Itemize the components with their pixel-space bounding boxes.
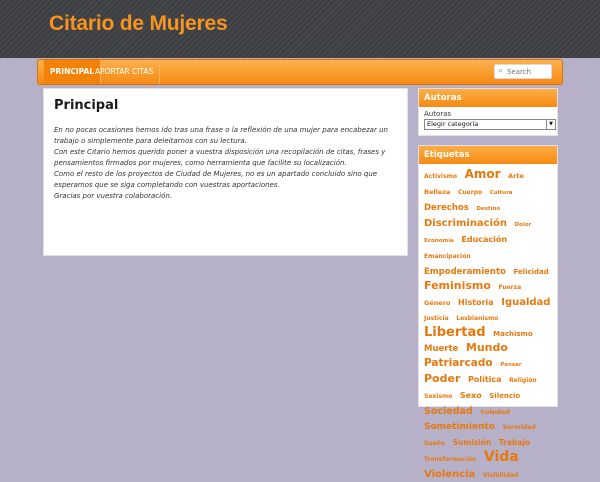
etiquetas-widget-title: Etiquetas xyxy=(419,146,557,164)
tag-link[interactable]: Sexo xyxy=(459,391,482,400)
tag-link[interactable]: Dolor xyxy=(514,222,532,228)
main-navigation xyxy=(37,59,563,85)
tag-link[interactable]: Muerte xyxy=(424,344,459,354)
tag-link[interactable]: Pensar xyxy=(500,362,522,368)
tag-link[interactable]: Activismo xyxy=(424,173,458,180)
tag-link[interactable]: Sociedad xyxy=(424,406,473,417)
tag-link[interactable]: Religión xyxy=(509,377,537,384)
tag-link[interactable]: Empoderamiento xyxy=(424,267,506,277)
search-input[interactable] xyxy=(507,66,549,77)
nav-item-aportar-citas[interactable]: APORTAR CITAS xyxy=(89,60,160,84)
autoras-select-value: Elegir categoría xyxy=(427,120,479,128)
tag-link[interactable]: Trabajo xyxy=(498,438,531,447)
tag-link[interactable]: Sumisión xyxy=(452,438,492,447)
chevron-down-icon[interactable]: ▼ xyxy=(546,120,555,129)
tag-link[interactable]: Cuerpo xyxy=(457,189,483,196)
etiquetas-widget xyxy=(418,145,558,480)
tag-link[interactable]: Lesbianismo xyxy=(456,315,499,322)
tag-link[interactable]: Patriarcado xyxy=(424,357,493,369)
tag-link[interactable]: Vida xyxy=(483,449,519,465)
tag-link[interactable]: Visibilidad xyxy=(482,472,519,479)
site-title[interactable]: Citario de Mujeres xyxy=(49,12,228,35)
tag-link[interactable]: Transformación xyxy=(424,456,477,463)
paragraph: Con este Citario hemos querido poner a vuestra disposición una recopilación de citas, frases y pensamientos firmados por mujeres, como herramienta que facilite su localización. xyxy=(54,148,386,167)
site-header xyxy=(0,0,600,58)
tag-link[interactable]: Sueño xyxy=(424,440,446,447)
tag-link[interactable]: Mundo xyxy=(465,341,508,354)
paragraph: En no pocas ocasiones hemos ido tras una frase o la reflexión de una mujer para encabezar un trabajo o simplemente para deleitarnos con su lectura. xyxy=(54,126,388,145)
tag-link[interactable]: Educación xyxy=(461,235,508,244)
tag-link[interactable]: Emancipación xyxy=(424,253,471,260)
tag-link[interactable]: Discriminación xyxy=(424,218,508,229)
tag-cloud xyxy=(419,164,557,482)
page-body xyxy=(54,125,402,202)
page-title: Principal xyxy=(54,98,119,113)
tag-link[interactable]: Derechos xyxy=(424,203,469,213)
autoras-select[interactable] xyxy=(424,119,556,130)
tag-link[interactable]: Feminismo xyxy=(424,279,491,292)
tag-link[interactable]: Felicidad xyxy=(513,268,549,276)
tag-link[interactable]: Política xyxy=(467,375,502,384)
search-box[interactable] xyxy=(494,64,552,79)
tag-link[interactable]: Historia xyxy=(458,298,494,307)
paragraph: Como el resto de los proyectos de Ciudad de Mujeres, no es un apartado concluido sino que esperamos que se siga completando con vuestras aportaciones. xyxy=(54,170,378,189)
tag-link[interactable]: Amor xyxy=(464,167,501,181)
tag-link[interactable]: Igualdad xyxy=(501,297,551,308)
tag-link[interactable]: Arte xyxy=(508,172,524,180)
autoras-widget xyxy=(418,88,558,136)
autoras-widget-title: Autoras xyxy=(419,89,557,107)
magnifier-icon: ⌕ xyxy=(498,66,504,76)
tag-link[interactable]: Machismo xyxy=(493,330,533,338)
tag-link[interactable]: Soledad xyxy=(480,408,510,416)
tag-link[interactable]: Cultura xyxy=(489,190,513,196)
tag-link[interactable]: Belleza xyxy=(424,188,451,196)
tag-link[interactable]: Justicia xyxy=(424,315,449,322)
tag-link[interactable]: Sometimiento xyxy=(424,422,495,432)
tag-link[interactable]: Destino xyxy=(476,206,501,212)
paragraph: Gracias por vuestra colaboración. xyxy=(54,192,173,200)
tag-link[interactable]: Sororidad xyxy=(502,424,536,431)
main-content xyxy=(43,88,408,256)
tag-link[interactable]: Libertad xyxy=(424,325,486,340)
tag-link[interactable]: Poder xyxy=(424,372,461,385)
tag-link[interactable]: Género xyxy=(424,299,451,307)
tag-link[interactable]: Fuerza xyxy=(498,284,522,291)
nav-item-principal[interactable]: PRINCIPAL xyxy=(44,60,101,84)
tag-link[interactable]: Violencia xyxy=(424,469,476,480)
autoras-label: Autoras xyxy=(424,110,452,118)
tag-link[interactable]: Economía xyxy=(424,238,454,244)
tag-link[interactable]: Silencio xyxy=(489,392,521,400)
tag-link[interactable]: Sexismo xyxy=(424,393,453,400)
